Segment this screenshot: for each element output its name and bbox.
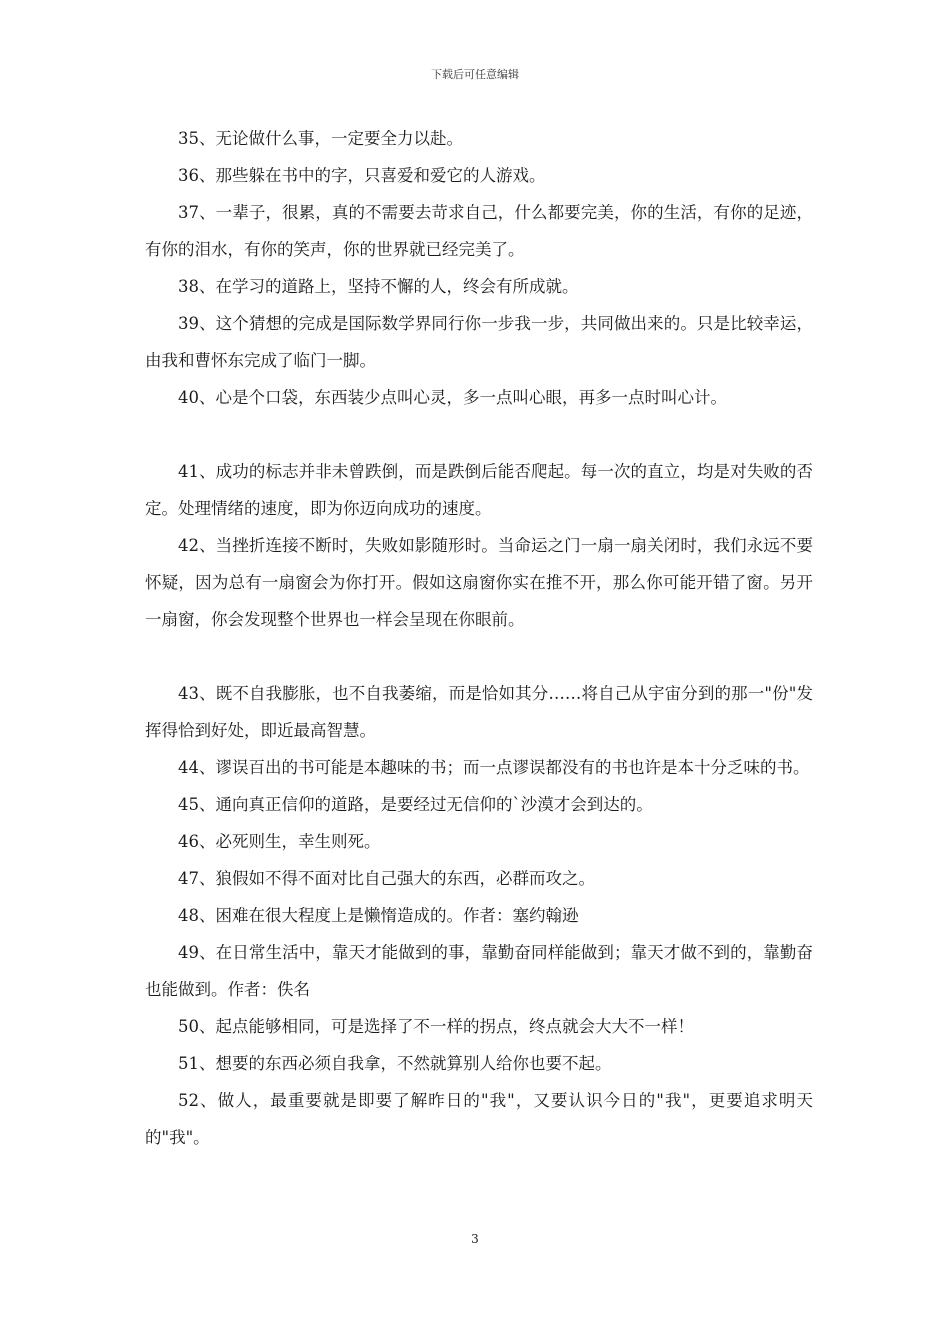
- paragraph-42: 42、当挫折连接不断时，失败如影随形时。当命运之门一扇一扇关闭时，我们永远不要怀疑，因为总有一扇窗会为你打开。假如这扇窗你实在推不开，那么你可能开错了窗。另开一扇窗，你会发现整个世界也一样会呈现在你眼前。: [145, 536, 813, 629]
- paragraph-37: 37、一辈子，很累，真的不需要去苛求自己，什么都要完美，你的生活，有你的足迹，有你的泪水，有你的笑声，你的世界就已经完美了。: [145, 203, 813, 259]
- paragraph-52: 52、做人，最重要就是即要了解昨日的"我"，又要认识今日的"我"，更要追求明天的"我"。: [145, 1091, 813, 1147]
- page-number: 3: [471, 1232, 479, 1246]
- paragraph-50: 50、起点能够相同，可是选择了不一样的拐点，终点就会大大不一样！: [178, 1017, 694, 1036]
- paragraph-40: 40、心是个口袋，东西装少点叫心灵，多一点叫心眼，再多一点时叫心计。: [178, 388, 727, 407]
- paragraph-38: 38、在学习的道路上，坚持不懈的人，终会有所成就。: [178, 277, 579, 296]
- paragraph-41: 41、成功的标志并非未曾跌倒，而是跌倒后能否爬起。每一次的直立，均是对失败的否定。处理情绪的速度，即为你迈向成功的速度。: [145, 462, 813, 518]
- paragraph-48: 48、困难在很大程度上是懒惰造成的。作者：塞约翰逊: [178, 906, 579, 925]
- paragraph-47: 47、狼假如不得不面对比自己强大的东西，必群而攻之。: [178, 869, 595, 888]
- paragraph-49: 49、在日常生活中，靠天才能做到的事，靠勤奋同样能做到；靠天才做不到的，靠勤奋也能做到。作者：佚名: [145, 943, 813, 999]
- paragraph-45: 45、通向真正信仰的道路，是要经过无信仰的`沙漠才会到达的。: [178, 795, 653, 814]
- paragraph-35: 35、无论做什么事，一定要全力以赴。: [178, 129, 463, 148]
- paragraph-46: 46、必死则生，幸生则死。: [178, 832, 381, 851]
- document-body: [145, 120, 813, 1156]
- paragraph-36: 36、那些躲在书中的字，只喜爱和爱它的人游戏。: [178, 166, 546, 185]
- paragraph-43: 43、既不自我膨胀，也不自我萎缩，而是恰如其分……将自己从宇宙分到的那一"份"发挥得恰到好处，即近最高智慧。: [145, 684, 813, 740]
- paragraph-51: 51、想要的东西必须自我拿，不然就算别人给你也要不起。: [178, 1054, 612, 1073]
- paragraph-44: 44、谬误百出的书可能是本趣味的书；而一点谬误都没有的书也许是本十分乏味的书。: [178, 758, 810, 777]
- page-header: 下载后可任意编辑: [431, 68, 519, 81]
- paragraph-39: 39、这个猜想的完成是国际数学界同行你一步我一步，共同做出来的。只是比较幸运，由我和曹怀东完成了临门一脚。: [145, 314, 813, 370]
